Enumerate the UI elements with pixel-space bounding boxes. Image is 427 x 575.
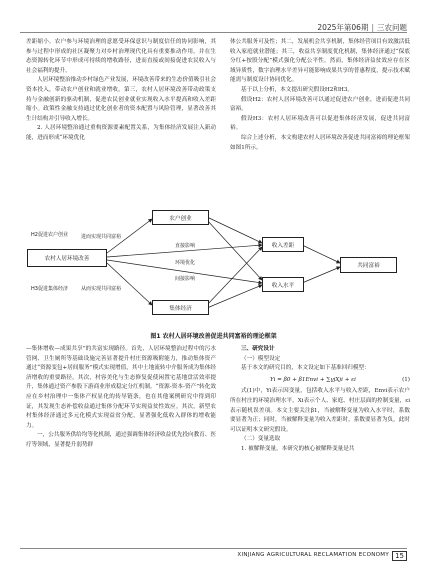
- edge-label-direct: 直接影响: [175, 243, 196, 249]
- right-column-bottom: [230, 345, 410, 455]
- paragraph: 人居环境整治推动乡村绿色产业发展，环境改善带来的生态价值吸引社会资本投入，带动农户创业和就业增收。第三，农村人居环境改善带动政策支持与金融创新的驱动机制，促进农民创业就业实现收入水平提高和收入差距缩小。政策性金融支持通过优化创业者的资本配置与风险管理，显著改善其生计结构并引导收入增长。: [26, 77, 217, 122]
- node-income-level: 收入水平: [262, 277, 304, 292]
- paragraph: 差距缩小。农户参与环境治理的意愿受环保意识与制度信任的协同影响，其参与过程中形成的社区凝聚力对乡村治理现代化具有重要推动作用，并在生态资源转化环节中形成可持续的增收路径，进而直接或间接促进农民收入与社会福利的提升。: [26, 39, 216, 74]
- section-title: 三、研究设计: [241, 346, 275, 352]
- issue-label: 2025年第06期: [317, 23, 369, 32]
- footer-journal: XINJIANG AGRICULTURAL RECLAMATION ECONOMY: [237, 552, 389, 558]
- running-header: 2025年第06期 | 三农问题: [317, 23, 407, 32]
- subsection-title: （一）模型设定: [241, 355, 281, 362]
- hypothesis-h2: 假设H2：农村人居环境改善可以通过促进农户创业，进而促进共同富裕。: [230, 96, 410, 113]
- formula-number: (1): [402, 376, 410, 383]
- right-column-top: [230, 38, 410, 153]
- journal-section: 三农问题: [377, 23, 407, 32]
- edge-label-environment: 环境优化: [175, 260, 196, 266]
- subsection-title: （二）变量选取: [241, 436, 281, 443]
- paragraph: 体公共服务可及性；其二，发展机会共享机制，集体经营项目有效激活低收入家庭就业潜能；其三，收益共享制度优化机制，集体经济通过“保底分红+按股分配”模式强化分配公平性。然而，集体经济益贫效应存在区域异质性，数字治理水平差异可能影响成果共享的普惠程度，提示技术赋能需与制度设计协同优化。: [230, 39, 410, 84]
- node-source: 农村人居环境改善: [27, 249, 107, 267]
- left-column-top: [26, 38, 216, 144]
- arrow-h3: [107, 263, 152, 305]
- theoretical-framework-figure: [22, 205, 412, 325]
- footer-rule: [20, 548, 407, 549]
- edge-label-indirect: 间接影响: [175, 276, 196, 282]
- edge-label-h3: H3促进集体经济: [31, 286, 68, 292]
- paragraph: 1. 被解释变量。本研究的核心被解释变量是共: [241, 445, 355, 452]
- node-entrepreneurship: 农户创业: [152, 210, 209, 225]
- paragraph: 2. 人居环境整治通过重构资源要素配置关系，为集体经济发展注入新动能，进而形成“环境优化: [26, 125, 216, 141]
- edge-label-pathway-bottom: 从而实现共同富裕: [81, 286, 122, 292]
- arrow-gap-prosperity: [302, 245, 340, 263]
- paragraph: 式(1)中，Yi表示因变量，包括收入水平与收入差距，Envi表示农户所在村庄的环境治理水平，Xi表示个人、家庭、村庄层面的控制变量，εi表示随机误差项。本文主要关注β1，当被解释变量为收入水平时，系数要显著为正；同时，当被解释变量为收入差距时，系数要显著为负，此时可以证明本文研究假设。: [230, 388, 410, 433]
- arrow-entre-gap: [207, 217, 262, 243]
- hypothesis-h3: 假设H3：农村人居环境改善可以促进集体经济发展，促进共同富裕。: [230, 115, 410, 132]
- header-rule: [20, 32, 407, 33]
- node-collective-economy: 集体经济: [152, 300, 209, 315]
- page-number: 15: [392, 551, 407, 561]
- edge-label-h2: H2促进农户创业: [31, 232, 68, 238]
- node-common-prosperity: 共同富裕: [340, 257, 397, 273]
- figure-caption: 图1 农村人居环境改善促进共同富裕的理论框架: [150, 333, 277, 340]
- regression-formula: [230, 374, 410, 388]
- paragraph: 一，公共服务供给均等化机制，通过强调集体经济收益优先投向教育、医疗等领域，显著提升弱势群: [26, 432, 217, 448]
- paragraph: —集体增收—成果共享”的共富实现路径。首先，人居环境整治过程中的污水管网、卫生厕所等基础设施完善显著提升村庄资源吸附能力，推动集体资产通过“资源变包+居间服务”模式实现增值，其中土地流转中介服务成为集体经济增收的重要路径。其次，村容美化与生态修复促使闲置宅基地盘活效率提升，集体通过资产参股下游商业形成稳定分红机制。“资源-资本-资产”转化效应在乡村治理中一集体产权显化的传导链条，也在其他案例研究中得到印证，其发现生态补偿收益通过集体分配环节实现益贫性效应。其次，新型农村集体经济通过多元化模式实现益贫分配，显著强化低收入群体的增收能力。: [26, 346, 216, 429]
- edge-label-pathway-left: 进而实现共同富裕: [81, 234, 122, 240]
- left-column-bottom: [26, 345, 216, 451]
- node-income-gap: 收入差距: [262, 237, 304, 252]
- arrow-income-prosperity: [302, 267, 340, 283]
- paragraph: 基于本文的研究目的，本文设定如下基准回归模型：: [241, 365, 370, 372]
- formula-text: Yi = β0 + β1Envi + ∑γjXji + εi: [270, 376, 356, 383]
- arrow-entre-income: [207, 220, 262, 280]
- paragraph: 基于以上分析，本文提出研究假设H2和H3。: [241, 86, 353, 93]
- paragraph: 综合上述分析，本文构建农村人居环境改善促进共同富裕的理论框架如图1所示。: [230, 134, 410, 151]
